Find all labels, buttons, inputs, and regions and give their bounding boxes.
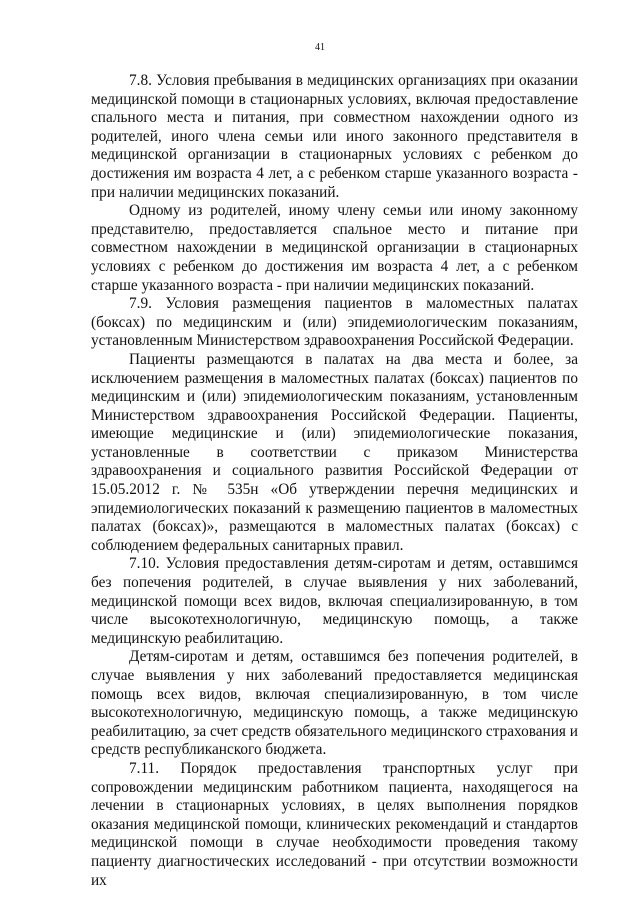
paragraph-7-10-detail: Детям-сиротам и детям, оставшимся без попечения родителей, в случае выявления у них заболеваний предоставляется медицинская помощь всех видов, включая специализированную, в том числе высокотехнологичную, медицинскую помощь, а также медицинскую реабилитацию, за счет средств обязательного медицинского страхования и средств республиканского бюджета. (91, 648, 578, 759)
page-number: 41 (315, 42, 325, 53)
paragraph-7-8: 7.8. Условия пребывания в медицинских организациях при оказании медицинской помощи в стационарных условиях, включая предоставление спального места и питания, при совместном нахождении одного из родителей, иного члена семьи или иного законного представителя в медицинской организации в стационарных условиях с ребенком до достижения им возраста 4 лет, а с ребенком старше указанного возраста - при наличии медицинских показаний. (91, 72, 578, 201)
paragraph-7-9: 7.9. Условия размещения пациентов в маломестных палатах (боксах) по медицинским и (или) эпидемиологическим показаниям, установленным Министерством здравоохранения Российской Федерации. (91, 295, 578, 350)
paragraph-7-11: 7.11. Порядок предоставления транспортных услуг при сопровождении медицинским работником пациента, находящегося на лечении в стационарных условиях, в целях выполнения порядков оказания медицинской помощи, клинических рекомендаций и стандартов медицинской помощи в случае необходимости проведения такому пациенту диагностических исследований - при отсутствии возможности их (91, 759, 578, 889)
paragraph-7-9-detail: Пациенты размещаются в палатах на два места и более, за исключением размещения в маломестных палатах (боксах) пациентов по медицинским и (или) эпидемиологическим показаниям, установленным Министерством здравоохранения Российской Федерации. Пациенты, имеющие медицинские и (или) эпидемиологические показания, установленные в соответствии с приказом Министерства здравоохранения и социального развития Российской Федерации от 15.05.2012 г. № 535н «Об утверждении перечня медицинских и эпидемиологических показаний к размещению пациентов в маломестных палатах (боксах)», размещаются в маломестных палатах (боксах) с соблюдением федеральных санитарных правил. (91, 350, 578, 554)
paragraph-7-8-detail: Одному из родителей, иному члену семьи или иному законному представителю, предоставляется спальное место и питание при совместном нахождении в медицинской организации в стационарных условиях с ребенком до достижения им возраста 4 лет, а с ребенком старше указанного возраста - при наличии медицинских показаний. (91, 202, 578, 294)
document-body (91, 72, 578, 890)
paragraph-7-10: 7.10. Условия предоставления детям-сиротам и детям, оставшимся без попечения родителей, в случае выявления у них заболеваний, медицинской помощи всех видов, включая специализированную, в том числе высокотехнологичную, медицинскую помощь, а также медицинскую реабилитацию. (91, 555, 578, 647)
